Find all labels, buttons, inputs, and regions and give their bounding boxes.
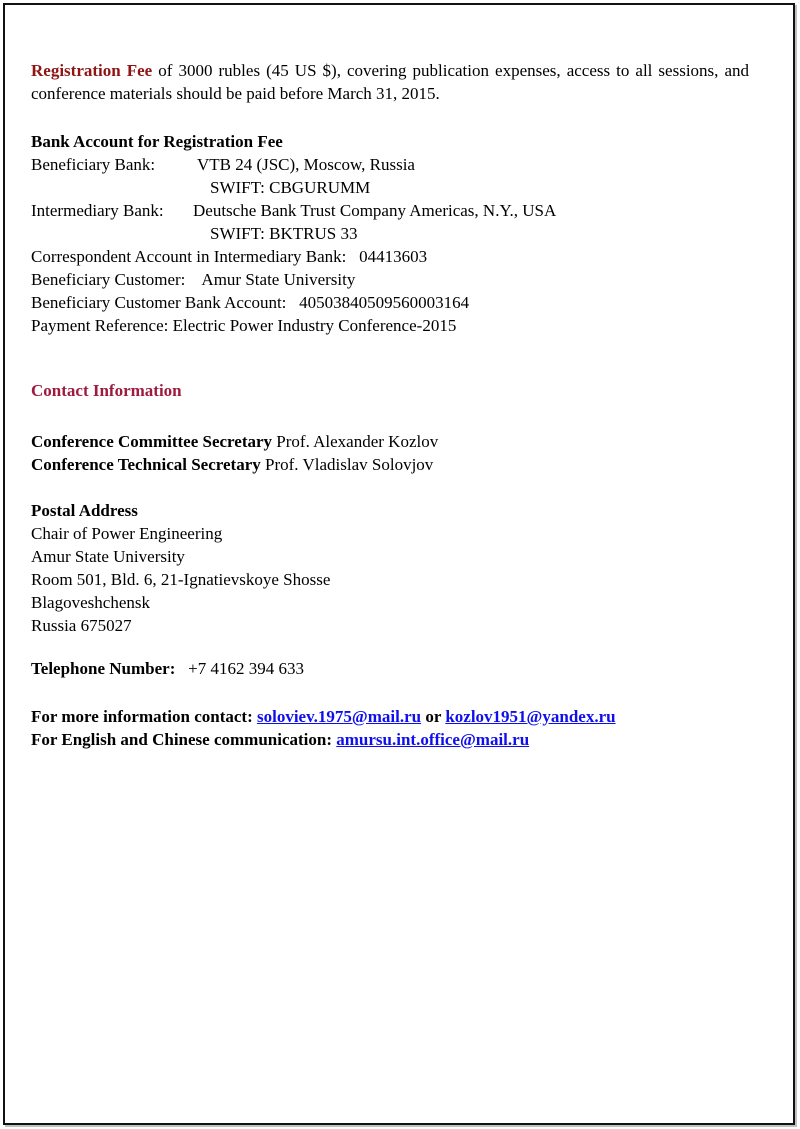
committee-secretary-role: Conference Committee Secretary — [31, 432, 273, 451]
registration-fee-text: of 3000 rubles (45 US $), covering publication expenses, access to all sessions, and conference materials should be paid before March 31, 2015. — [31, 61, 750, 103]
technical-secretary-name: Prof. Vladislav Solovjov — [260, 455, 434, 474]
postal-address-line: Amur State University — [31, 547, 185, 566]
email-link-amursu[interactable]: amursu.int.office@mail.ru — [336, 730, 530, 749]
email-link-kozlov[interactable]: kozlov1951@yandex.ru — [445, 707, 616, 726]
email-contacts-block — [31, 705, 749, 751]
bank-row-swift-1 — [31, 176, 749, 199]
bank-row-value: Amur State University — [185, 270, 356, 289]
english-chinese-line — [31, 728, 749, 751]
bank-row-beneficiary-bank — [31, 153, 749, 176]
postal-address-line: Blagoveshchensk — [31, 593, 150, 612]
postal-address-line: Chair of Power Engineering — [31, 524, 223, 543]
bank-row-beneficiary-customer — [31, 268, 749, 291]
more-information-line — [31, 705, 749, 728]
bank-row-value: 40503840509560003164 — [286, 293, 470, 312]
bank-row-label: Intermediary Bank: — [31, 201, 164, 220]
bank-row-label: Beneficiary Customer Bank Account: — [31, 293, 287, 312]
registration-fee-heading: Registration Fee — [31, 61, 153, 80]
bank-row-value: SWIFT: BKTRUS 33 — [193, 224, 358, 243]
bank-row-value: Deutsche Bank Trust Company Americas, N.Y., USA — [193, 201, 557, 220]
bank-row-label: Correspondent Account in Intermediary Bank: — [31, 247, 347, 266]
bank-row-label: Beneficiary Customer: — [31, 270, 186, 289]
postal-address-line: Room 501, Bld. 6, 21-Ignatievskoye Shosse — [31, 570, 331, 589]
registration-paragraph — [31, 59, 749, 105]
bank-row-value: 04413603 — [346, 247, 428, 266]
secretaries-block — [31, 430, 749, 476]
postal-address-block — [31, 499, 749, 637]
bank-row-swift-2 — [31, 222, 749, 245]
postal-address-heading: Postal Address — [31, 501, 138, 520]
bank-row-value: Electric Power Industry Conference-2015 — [168, 316, 457, 335]
postal-address-line: Russia 675027 — [31, 616, 132, 635]
bank-row-label: Payment Reference: — [31, 316, 169, 335]
telephone-label: Telephone Number: — [31, 659, 176, 678]
bank-section-heading: Bank Account for Registration Fee — [31, 132, 283, 151]
bank-row-value: VTB 24 (JSC), Moscow, Russia — [193, 155, 415, 174]
committee-secretary-name: Prof. Alexander Kozlov — [272, 432, 439, 451]
bank-row-payment-reference — [31, 314, 749, 337]
document-content — [5, 5, 793, 751]
bank-row-value: SWIFT: CBGURUMM — [193, 178, 371, 197]
committee-secretary-line — [31, 430, 749, 453]
bank-account-section — [31, 130, 749, 337]
or-text: or — [421, 707, 446, 726]
english-chinese-label: For English and Chinese communication: — [31, 730, 337, 749]
technical-secretary-line — [31, 453, 749, 476]
more-information-label: For more information contact: — [31, 707, 257, 726]
bank-row-correspondent-account — [31, 245, 749, 268]
technical-secretary-role: Conference Technical Secretary — [31, 455, 261, 474]
telephone-number: +7 4162 394 633 — [175, 659, 304, 678]
document-page — [3, 3, 795, 1125]
bank-row-customer-bank-account — [31, 291, 749, 314]
bank-row-intermediary-bank — [31, 199, 749, 222]
telephone-line — [31, 657, 749, 680]
bank-row-label: Beneficiary Bank: — [31, 155, 156, 174]
email-link-soloviev[interactable]: soloviev.1975@mail.ru — [256, 707, 422, 726]
contact-information-heading: Contact Information — [31, 381, 182, 400]
